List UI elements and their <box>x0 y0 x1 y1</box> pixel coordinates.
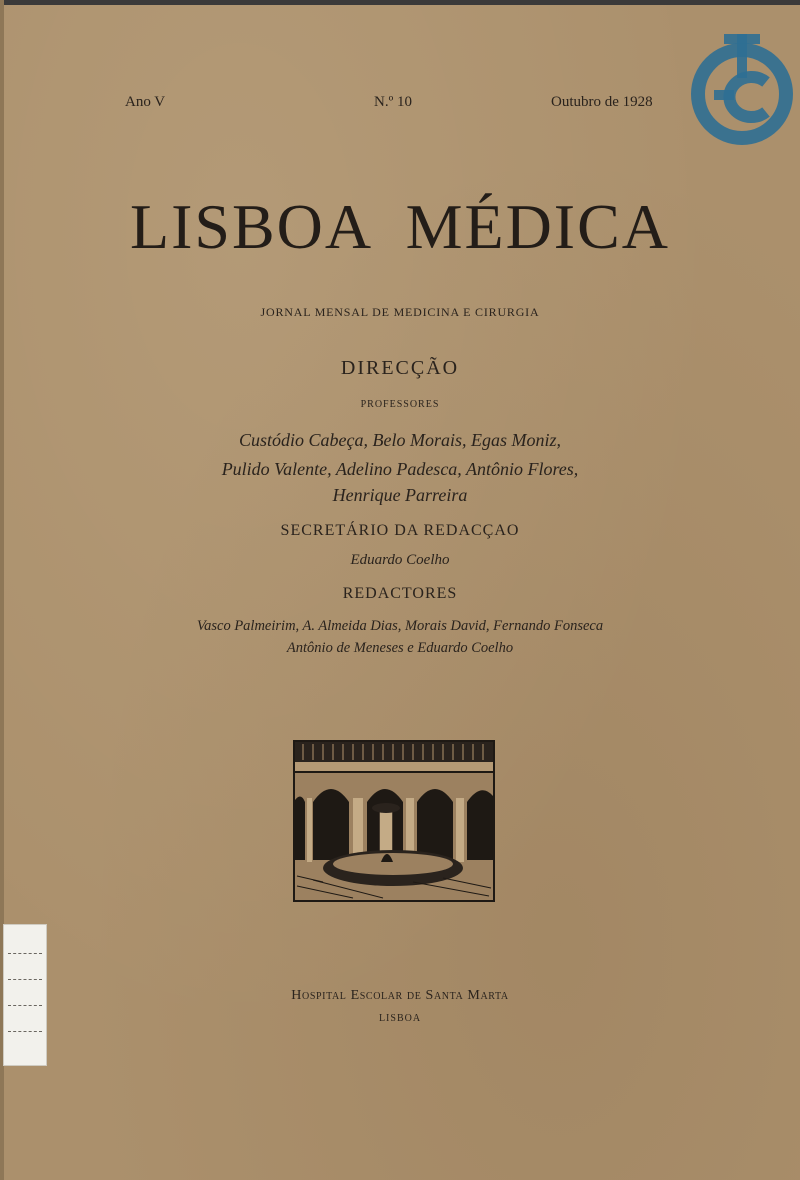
journal-subtitle: JORNAL MENSAL DE MEDICINA E CIRURGIA <box>260 305 540 319</box>
editors-heading: REDACTORES <box>342 585 458 602</box>
library-stamp-icon <box>688 30 796 158</box>
journal-title: LISBOA MÉDICA <box>129 191 671 262</box>
professors-line: Henrique Parreira <box>332 485 468 505</box>
editors-line: Vasco Palmeirim, A. Almeida Dias, Morais David, Fernando Fonseca <box>196 618 604 634</box>
direction-heading: DIRECÇÃO <box>340 357 460 379</box>
professors-line: Custódio Cabeça, Belo Morais, Egas Moniz, <box>239 430 561 450</box>
professors-subheading: PROFESSORES <box>360 399 440 410</box>
issue-number: N.º 10 <box>374 94 412 110</box>
issue-year: Ano V <box>125 94 166 110</box>
professors-line: Pulido Valente, Adelino Padesca, Antônio Flores, <box>221 459 579 479</box>
issue-date: Outubro de 1928 <box>551 94 653 110</box>
editors-line: Antônio de Meneses e Eduardo Coelho <box>286 640 514 656</box>
scan-top-edge <box>0 0 800 5</box>
call-label-line <box>8 979 42 980</box>
publisher-city: LISBOA <box>378 1013 422 1024</box>
call-label-line <box>8 1031 42 1032</box>
call-label-line <box>8 1005 42 1006</box>
secretary-name: Eduardo Coelho <box>350 552 450 568</box>
call-label-line <box>8 953 42 954</box>
cloister-woodcut-illustration <box>293 740 495 902</box>
secretary-heading: SECRETÁRIO DA REDACÇAO <box>280 522 520 539</box>
library-call-label <box>3 924 47 1066</box>
publisher-institution: Hospital Escolar de Santa Marta <box>291 988 509 1003</box>
